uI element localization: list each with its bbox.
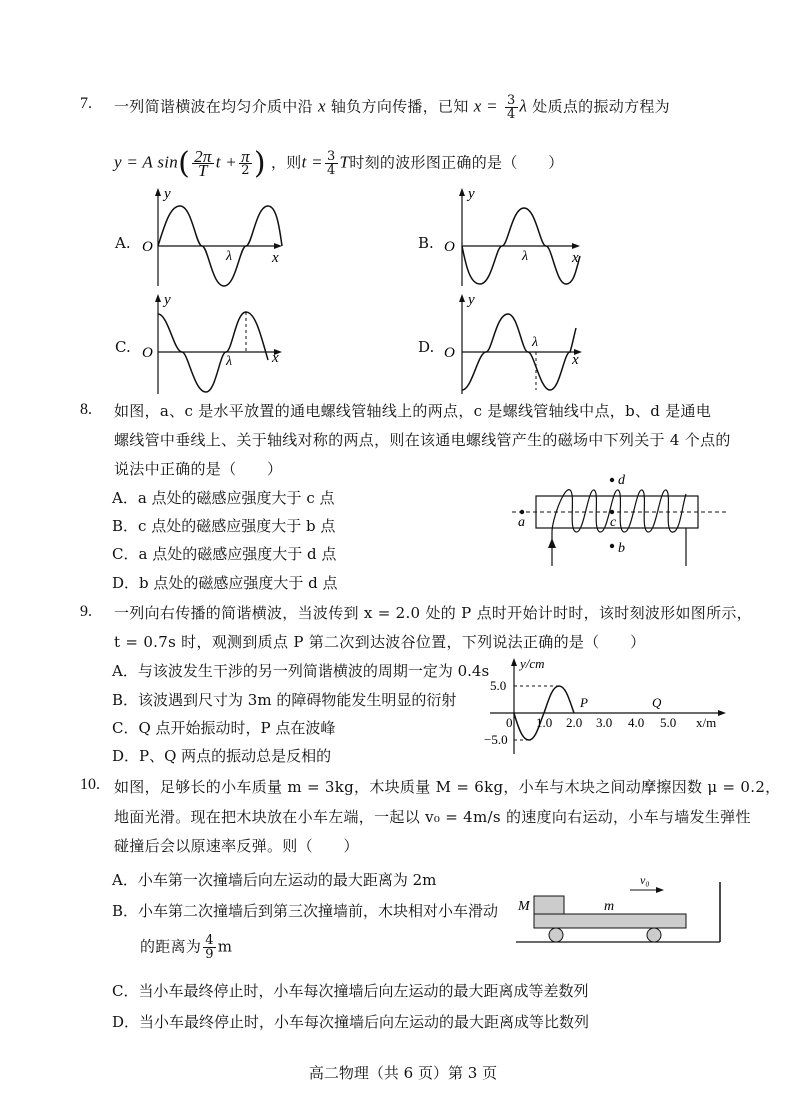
q7-axis-x: x: [317, 96, 326, 116]
x-label: x: [572, 352, 579, 368]
y-arrow: [155, 188, 161, 196]
label-d: d: [618, 473, 625, 488]
q7-lambda: λ: [519, 96, 528, 116]
point-P-label: P: [580, 695, 588, 710]
y-arrow: [459, 188, 465, 196]
q7-t-fraction: $\frac{3}{4}$: [326, 149, 336, 178]
q8-stem-line1: 如图，a、c 是水平放置的通电螺线管轴线上的两点，c 是螺线管轴线中点，b、d 是通电: [114, 402, 712, 420]
origin-label: O: [444, 239, 455, 255]
q9-number: 9.: [80, 603, 92, 620]
x-label: x: [572, 250, 579, 266]
x-arrow: [718, 710, 726, 716]
y-label: y: [164, 292, 171, 308]
q9-wave-graph: [482, 654, 732, 758]
lambda-label: λ: [522, 249, 529, 264]
q10-cart-figure: [508, 870, 724, 946]
q8-stem-line2: 螺线管中垂线上、关于轴线对称的两点，则在该通电螺线管产生的磁场中下列关于 4 个点的: [114, 431, 731, 449]
label-b: b: [618, 541, 625, 556]
q8-option-b[interactable]: B．c 点处的磁感应强度大于 b 点: [112, 517, 336, 535]
q10-stem-line3: 碰撞后会以原速率反弹。则（ ）: [114, 837, 359, 855]
q10-option-b-text: 的距离为: [140, 937, 202, 956]
q10-option-b-fraction: $\frac{4}{9}$: [205, 933, 214, 962]
y-arrow: [511, 658, 517, 666]
current-arrow: [548, 538, 556, 548]
lambda-label: λ: [226, 249, 233, 264]
x-tick-4: 4.0: [628, 715, 645, 730]
q7-stem-text-d: 处质点的振动方程为: [532, 97, 670, 116]
q10-stem-line2: 地面光滑。现在把木块放在小车左端，一起以 v₀ = 4m/s 的速度向右运动，小车与墙发生弹性: [114, 808, 751, 826]
page-footer: 高二物理（共 6 页）第 3 页: [308, 1064, 498, 1082]
point-c: [610, 510, 614, 514]
wheel-right: [647, 928, 661, 942]
origin-label: O: [444, 345, 455, 361]
y-label: y: [164, 186, 171, 202]
q7-option-b-graph[interactable]: [440, 184, 590, 290]
q7-stem-line1: [114, 94, 670, 121]
q7-eq-frac1: $\frac{2\pi}{T}$: [194, 147, 212, 180]
q8-option-d[interactable]: D．b 点处的磁感应强度大于 d 点: [112, 574, 338, 592]
q7-eq-lhs: y = A sin: [114, 152, 179, 172]
q9-option-b[interactable]: B．该波遇到尺寸为 3m 的障碍物能发生明显的衍射: [112, 691, 457, 709]
q10-option-b-unit: m: [217, 937, 233, 956]
q7-cond-x: x =: [473, 96, 498, 116]
q8-option-a[interactable]: A．a 点处的磁感应强度大于 c 点: [112, 489, 335, 507]
q7-t-eq: t =: [301, 152, 323, 172]
point-b: [610, 544, 614, 548]
q7-option-d-graph[interactable]: [440, 290, 590, 398]
q10-option-c[interactable]: C．当小车最终停止时，小车每次撞墙后向左运动的最大距离成等差数列: [112, 982, 589, 1000]
q7-stem-text-a: 一列简谐横波在均匀介质中沿: [114, 97, 313, 116]
cart-m: [534, 914, 686, 928]
label-c: c: [610, 515, 617, 530]
x-arrow: [572, 243, 580, 249]
x-arrow: [274, 243, 282, 249]
m-label: m: [604, 899, 615, 914]
origin-label: O: [142, 345, 153, 361]
q10-number: 10.: [80, 776, 100, 793]
q7-option-d-label[interactable]: D.: [418, 338, 435, 356]
lambda-label: λ: [226, 354, 233, 369]
q7-option-a-graph[interactable]: [136, 184, 286, 290]
y-arrow: [155, 294, 161, 302]
q8-number: 8.: [80, 401, 92, 418]
v0-label: v₀: [640, 873, 650, 887]
q9-option-d[interactable]: D．P、Q 两点的振动总是反相的: [112, 747, 332, 765]
x-axis-label: x/m: [696, 715, 717, 730]
y-axis-label: y/cm: [520, 656, 545, 671]
q7-number: 7.: [80, 95, 92, 112]
origin-label: 0: [506, 715, 513, 730]
x-label: x: [272, 250, 279, 266]
q10-option-a[interactable]: A．小车第一次撞墙后向左运动的最大距离为 2m: [112, 871, 437, 889]
origin-label: O: [142, 239, 153, 255]
point-a: [520, 510, 524, 514]
q7-period-T: T: [339, 152, 350, 172]
q9-option-a[interactable]: A．与该波发生干涉的另一列简谐横波的周期一定为 0.4s: [112, 662, 490, 680]
q7-stem-text-question: 时刻的波形图正确的是（ ）: [349, 153, 564, 172]
y-arrow: [459, 294, 465, 302]
y-tick-neg: −5.0: [484, 732, 508, 747]
M-label: M: [518, 899, 530, 914]
q7-stem-text-then: ，则: [271, 153, 302, 172]
q7-eq-t: t +: [215, 152, 238, 172]
q7-option-c-graph[interactable]: [136, 290, 286, 398]
q7-option-b-label[interactable]: B.: [418, 234, 434, 252]
q7-eq-frac2: $\frac{\pi}{2}$: [241, 147, 250, 178]
q7-stem-text-c: 轴负方向传播，已知: [330, 97, 469, 116]
y-label: y: [468, 292, 475, 308]
y-label: y: [468, 186, 475, 202]
label-a: a: [518, 515, 525, 530]
y-tick-pos: 5.0: [490, 678, 507, 693]
q7-stem-line2: y = A sin( $\frac{2\pi}{T}$ t + $\frac{\pi}{2}$ ) ，则t = $\frac{3}{4}$ T时刻的波形图正确的是（ ）: [114, 146, 564, 181]
x-tick-1: 1.0: [536, 715, 553, 730]
q10-option-d[interactable]: D．当小车最终停止时，小车每次撞墙后向左运动的最大距离成等比数列: [112, 1013, 590, 1031]
q8-solenoid-figure: [506, 466, 730, 570]
wheel-left: [549, 928, 563, 942]
q8-option-c[interactable]: C．a 点处的磁感应强度大于 d 点: [112, 545, 337, 563]
q9-option-c[interactable]: C．Q 点开始振动时，P 点在波峰: [112, 719, 336, 737]
x-tick-3: 3.0: [596, 715, 613, 730]
q7-option-c-label[interactable]: C.: [115, 338, 131, 356]
lambda-label: λ: [532, 335, 539, 350]
point-d: [610, 478, 614, 482]
x-label: x: [272, 350, 279, 366]
q10-option-b-line2: [140, 934, 232, 961]
q10-option-b[interactable]: B．小车第二次撞墙后到第三次撞墙前，木块相对小车滑动: [112, 902, 499, 920]
q7-option-a-label[interactable]: A.: [115, 234, 131, 252]
velocity-arrowhead: [656, 887, 664, 893]
x-tick-2: 2.0: [566, 715, 583, 730]
q9-stem-line1: 一列向右传播的简谐横波，当波传到 x = 2.0 处的 P 点时开始计时时，该时刻波形如图所示，: [114, 604, 752, 622]
point-Q-label: Q: [652, 695, 662, 710]
block-M: [534, 896, 564, 914]
q8-stem-line3: 说法中正确的是（ ）: [114, 460, 283, 478]
q9-stem-line2: t = 0.7s 时，观测到质点 P 第二次到达波谷位置，下列说法正确的是（ ）: [114, 633, 646, 651]
q10-stem-line1: 如图，足够长的小车质量 m = 3kg，木块质量 M = 6kg，小车与木块之间动摩擦因数 μ = 0.2，: [114, 778, 781, 796]
x-tick-5: 5.0: [660, 715, 677, 730]
q7-cond-fraction: $\frac{3}{4}$: [506, 93, 516, 122]
